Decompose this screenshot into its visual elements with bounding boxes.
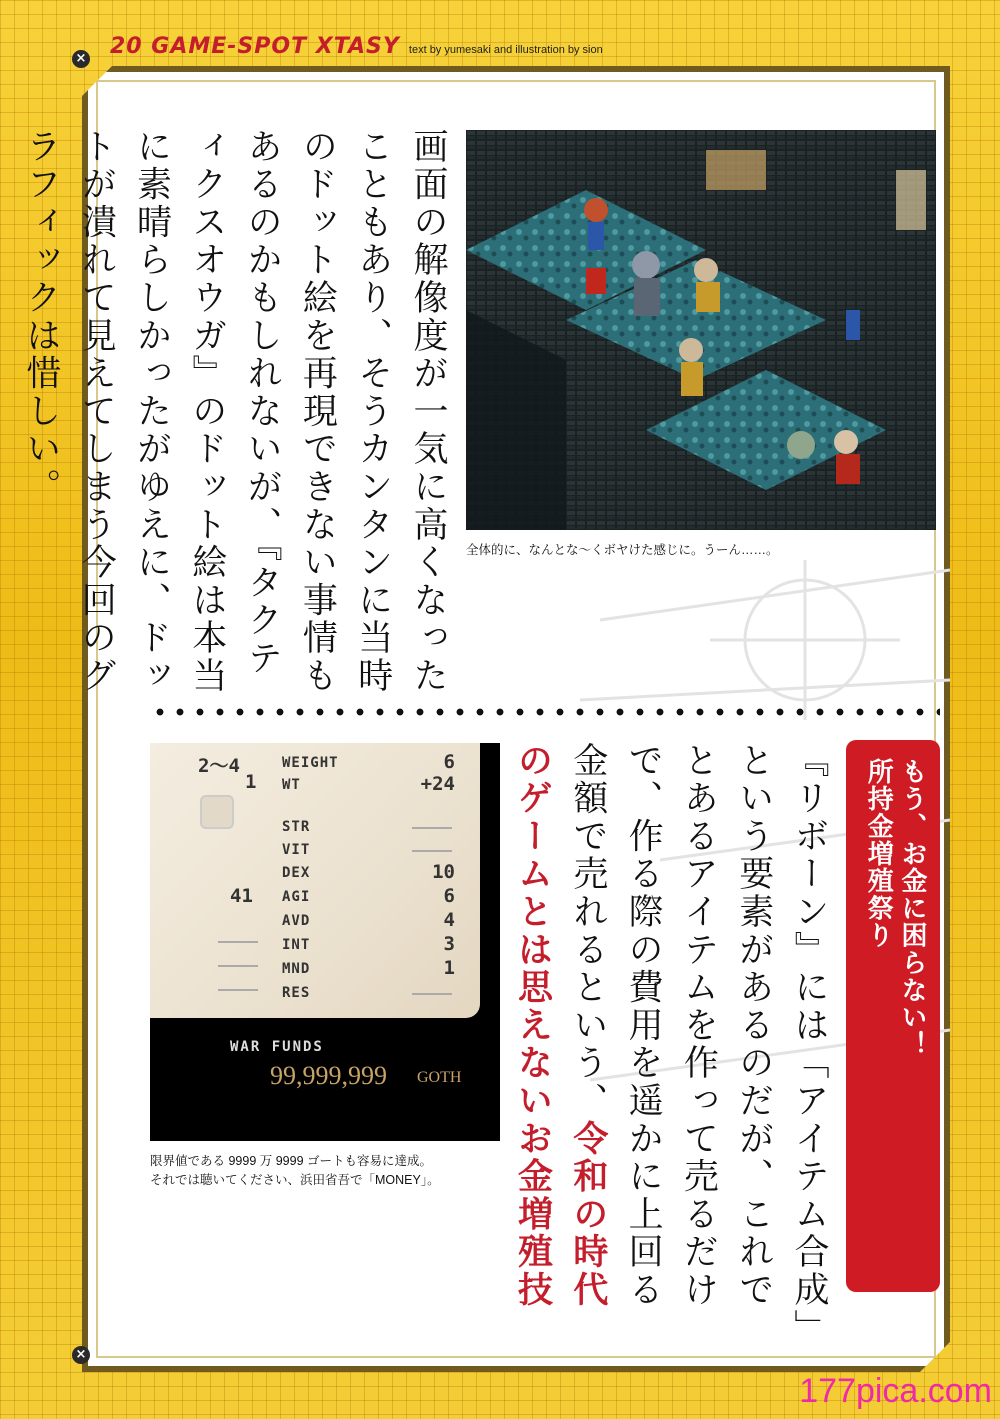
stat-label: WEIGHT <box>282 755 339 771</box>
currency-label: GOTH <box>417 1069 462 1086</box>
stat-label: MND <box>282 961 311 977</box>
stat-value: 10 <box>432 861 455 883</box>
range-value: 2～4 <box>198 755 240 777</box>
empty-value-dash <box>218 989 258 991</box>
site-watermark: 177pica.com <box>799 1372 992 1410</box>
empty-value-dash <box>218 941 258 943</box>
article-highlight: 令和の時代のゲームとは思えないお金増殖技 <box>512 742 608 1309</box>
stat-label: AGI <box>282 889 311 905</box>
page-header <box>110 34 603 58</box>
caption-line-1: 限界値である 9999 万 9999 ゴートも容易に達成。 <box>150 1154 433 1168</box>
stat-value: 4 <box>443 909 455 931</box>
game-screenshot-stats <box>150 743 500 1141</box>
stat-label: VIT <box>282 842 311 858</box>
stat-value: 3 <box>443 933 455 955</box>
screenshot-2-caption <box>150 1152 440 1190</box>
article-body-2 <box>512 742 836 1342</box>
bolt-icon: × <box>72 50 90 68</box>
stat-label: STR <box>282 819 311 835</box>
range-sub-value: 1 <box>245 771 257 793</box>
article-body-1: 画面の解像度が一気に高くなったこともあり、そうカンタンに当時のドット絵を再現できない事情もあるのかもしれないが、『タクティクスオウガ』のドット絵は本当に素晴らしかったがゆえに、ドットが潰れて見えてしまう今回のグラフィックは惜しい。 <box>20 128 448 695</box>
article-body-2-text: 『リボーン』には「アイテム合成」という要素があるのだが、これでとあるアイテムを作って売るだけで、作る際の費用を遥かに上回る金額で売れるという、 <box>567 742 829 1330</box>
bolt-icon: × <box>72 1346 90 1364</box>
game-screenshot-dungeon <box>466 130 936 530</box>
stat-label: INT <box>282 937 311 953</box>
stat-label: DEX <box>282 865 311 881</box>
caption-line-2: それでは聴いてください、浜田省吾で「MONEY」。 <box>150 1172 440 1187</box>
item-slot-icon <box>200 795 234 829</box>
credit-line: text by yumesaki and illustration by sion <box>408 44 603 56</box>
stat-label: WT <box>282 777 301 793</box>
screenshot-1-caption: 全体的に、なんとな～くボヤけた感じに。うーん……。 <box>466 543 779 557</box>
stat-value: +24 <box>420 773 455 795</box>
empty-value-dash <box>218 965 258 967</box>
stat-value: 6 <box>443 885 455 907</box>
section-heading-line1: もう、お金に困らない！ <box>897 758 927 1059</box>
dotted-divider <box>150 707 940 717</box>
section-heading-box <box>846 740 940 1292</box>
empty-value-dash <box>412 850 452 852</box>
section-heading <box>860 758 928 1058</box>
dungeon-scene-image <box>466 130 936 530</box>
empty-value-dash <box>412 827 452 829</box>
magazine-title: 20 GAME-SPOT XTASY <box>110 34 400 59</box>
war-funds-value: 99,999,999 <box>270 1061 387 1090</box>
war-funds-label: WAR FUNDS <box>230 1039 324 1055</box>
empty-value-dash <box>412 993 452 995</box>
stat-label: AVD <box>282 913 311 929</box>
stat-label: RES <box>282 985 311 1001</box>
stat-value: 1 <box>443 957 455 979</box>
left-stat-value: 41 <box>230 885 253 907</box>
section-heading-line2: 所持金増殖祭り <box>863 758 894 950</box>
stat-value: 6 <box>443 751 455 773</box>
